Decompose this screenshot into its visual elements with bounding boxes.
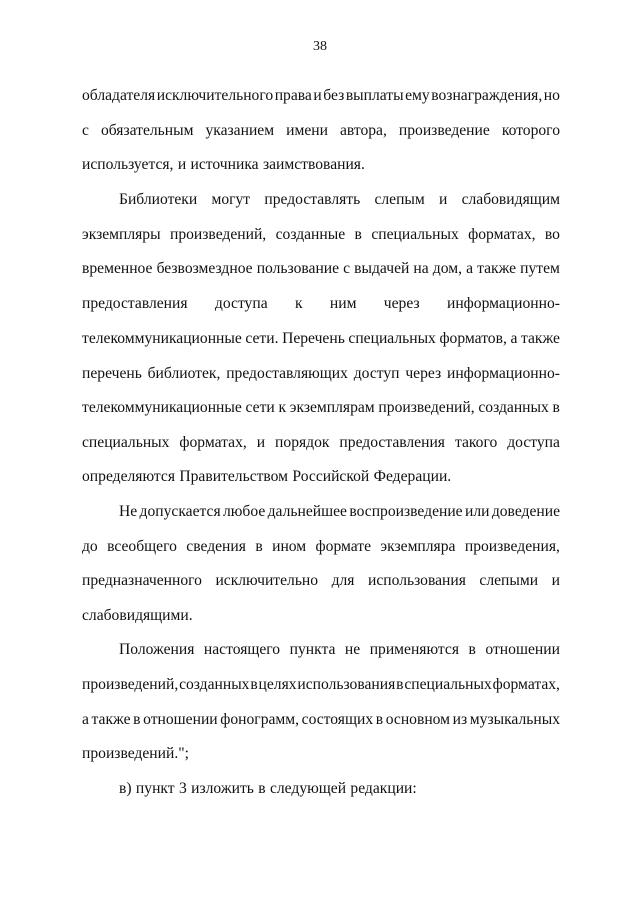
word: не — [344, 641, 361, 658]
word: специальных — [348, 330, 436, 347]
word: Библиотеки — [119, 191, 198, 208]
word: экземпляра — [380, 538, 456, 555]
word: информационно- — [446, 295, 560, 312]
word: в — [468, 641, 476, 658]
word: Перечень — [282, 330, 345, 347]
word: в — [258, 780, 266, 797]
text-line — [82, 433, 560, 453]
word: доступ — [353, 365, 400, 382]
word: к — [294, 295, 303, 312]
word: и — [177, 156, 187, 173]
word: предоставляющих — [226, 365, 348, 382]
word: до — [82, 538, 98, 555]
text-line — [82, 259, 560, 279]
word: заимствования. — [262, 156, 365, 173]
word: настоящего — [203, 641, 281, 658]
word: предназначенного — [82, 572, 202, 589]
word: в — [552, 399, 560, 416]
word: путем — [520, 260, 560, 277]
word: состоящих — [301, 711, 374, 728]
word: экземплярам — [289, 399, 375, 416]
word: сведения — [186, 538, 246, 555]
word: такого — [454, 434, 498, 451]
word: следующей — [269, 780, 347, 797]
word: пользование — [256, 260, 340, 277]
text-line — [82, 294, 560, 314]
text-line — [82, 606, 560, 626]
word: обязательным — [100, 122, 194, 139]
text-line — [82, 744, 560, 764]
word: информационно- — [446, 365, 560, 382]
text-line — [82, 225, 560, 245]
word: специальных — [371, 226, 459, 243]
word: определяются — [82, 468, 176, 485]
word: Федерации. — [373, 468, 452, 485]
text-line — [82, 155, 560, 175]
word: права — [274, 87, 312, 104]
word: а — [466, 260, 473, 277]
word: основном — [385, 711, 451, 728]
word: произведений, — [82, 676, 179, 693]
word: источника — [190, 156, 259, 173]
word: безвозмездное — [156, 260, 253, 277]
text-line — [119, 502, 560, 522]
word: с — [343, 260, 351, 277]
text-line — [82, 675, 560, 695]
word: а — [82, 711, 89, 728]
word: допускается — [139, 503, 221, 520]
word: могут — [211, 191, 251, 208]
word: для — [331, 572, 355, 589]
word: произведение — [398, 122, 490, 139]
word: предоставления — [339, 434, 445, 451]
word: через — [405, 365, 442, 382]
word: телекоммуникационные — [82, 330, 242, 347]
word: имени — [286, 122, 328, 139]
word: доведение — [491, 503, 560, 520]
word: из — [452, 711, 468, 728]
word: библиотек, — [147, 365, 221, 382]
word: через — [383, 295, 420, 312]
word: также — [477, 260, 517, 277]
word: форматах, — [468, 226, 536, 243]
word: 3 — [178, 780, 187, 797]
word: отношении — [143, 711, 218, 728]
word: ином — [272, 538, 307, 555]
word: слепыми — [479, 572, 539, 589]
word: также — [91, 711, 131, 728]
page-number: 38 — [313, 39, 327, 54]
word: которого — [501, 122, 560, 139]
word: в) — [119, 780, 132, 797]
word: дом, — [432, 260, 462, 277]
word: перечень — [82, 365, 142, 382]
text-line — [82, 710, 560, 730]
word: всеобщего — [107, 538, 177, 555]
word: сети. — [245, 330, 279, 347]
word: используется, — [82, 156, 174, 173]
word: указанием — [205, 122, 275, 139]
word: Не — [119, 503, 138, 520]
word: или — [464, 503, 490, 520]
word: произведений, — [169, 226, 267, 243]
word: изложить — [191, 780, 254, 797]
word: форматов, — [439, 330, 507, 347]
word: использования — [297, 676, 396, 693]
word: произведений."; — [82, 745, 189, 762]
word: порядок — [275, 434, 330, 451]
word: без — [323, 87, 345, 104]
word: созданных — [478, 399, 549, 416]
text-line — [82, 329, 560, 349]
word: целях — [258, 676, 297, 693]
word: исключительно — [215, 572, 319, 589]
word: ему — [405, 87, 430, 104]
word: дальнейшее — [267, 503, 347, 520]
text-line — [119, 190, 560, 210]
word: и — [551, 572, 560, 589]
word: ним — [329, 295, 357, 312]
word: музыкальных — [469, 711, 560, 728]
word: в — [354, 226, 362, 243]
word: Положения — [119, 641, 195, 658]
text-line — [82, 571, 560, 591]
word: произведений, — [378, 399, 475, 416]
word: доступа — [507, 434, 560, 451]
text-line — [119, 779, 560, 799]
word: специальных — [404, 676, 492, 693]
word: любое — [222, 503, 266, 520]
word: а — [510, 330, 518, 347]
word: сети — [245, 399, 275, 416]
word: пункта — [289, 641, 336, 658]
word: в — [133, 711, 141, 728]
text-line — [119, 640, 560, 660]
word: и — [313, 87, 322, 104]
word: созданных — [179, 676, 250, 693]
text-line — [82, 537, 560, 557]
word: выдачей — [354, 260, 410, 277]
word: телекоммуникационные — [82, 399, 242, 416]
word: также — [520, 330, 560, 347]
word: форматах, — [179, 434, 247, 451]
word: в — [255, 538, 263, 555]
word: отношении — [485, 641, 560, 658]
text-line — [82, 467, 560, 487]
word: редакции: — [350, 780, 417, 797]
word: Российской — [292, 468, 370, 485]
word: обладателя — [82, 87, 156, 104]
word: но — [543, 87, 560, 104]
word: использования — [368, 572, 466, 589]
word: экземпляры — [82, 226, 161, 243]
word: доступа — [214, 295, 268, 312]
word: воспроизведение — [349, 503, 463, 520]
word: и — [439, 191, 448, 208]
word: форматах, — [492, 676, 560, 693]
word: в — [396, 676, 404, 693]
word: в — [250, 676, 258, 693]
word: с — [82, 122, 89, 139]
word: к — [278, 399, 287, 416]
word: во — [544, 226, 560, 243]
word: специальных — [82, 434, 170, 451]
word: предоставления — [82, 295, 188, 312]
word: произведения, — [464, 538, 560, 555]
word: вознаграждения, — [431, 87, 543, 104]
word: пункт — [135, 780, 175, 797]
word: исключительного — [156, 87, 274, 104]
word: на — [413, 260, 429, 277]
word: выплаты — [345, 87, 404, 104]
word: в — [375, 711, 384, 728]
word: применяются — [369, 641, 460, 658]
word: временное — [82, 260, 153, 277]
text-line — [82, 121, 560, 141]
text-line — [82, 398, 560, 418]
word: автора, — [339, 122, 387, 139]
text-line — [82, 364, 560, 384]
word: предоставлять — [264, 191, 361, 208]
word: созданные — [275, 226, 346, 243]
word: слабовидящим — [461, 191, 560, 208]
word: слепым — [374, 191, 425, 208]
word: слабовидящими. — [82, 607, 193, 624]
text-line — [82, 86, 560, 106]
word: Правительством — [179, 468, 289, 485]
word: фонограмм, — [220, 711, 300, 728]
word: и — [256, 434, 266, 451]
word: формате — [315, 538, 372, 555]
